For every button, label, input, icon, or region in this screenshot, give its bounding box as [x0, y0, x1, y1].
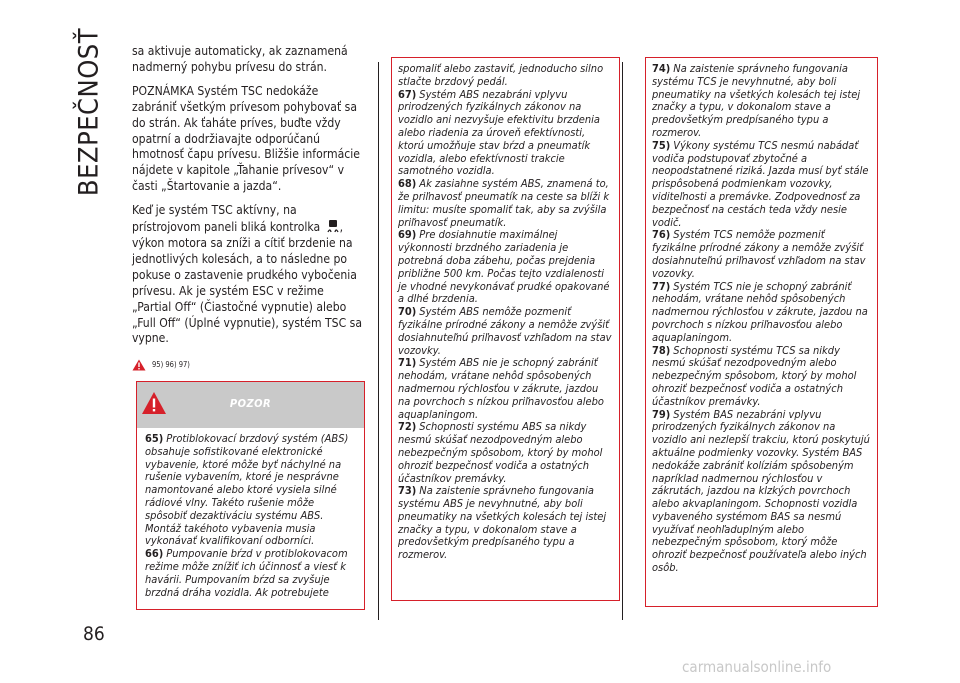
column-divider	[378, 62, 379, 620]
item-text: Systém BAS nezabráni vplyvu prirodzených fyzikálnych zákonov na vozidlo ani nezlepší trakciu, ktorú poskytujú aktuálne podmienky vozovky. Systém BAS nedokáže zabrániť kolíziám spôsobeným napríklad nadmernou rýchlosťou v zákrutách, jazdou na klzkých povrchoch alebo akvaplaningom. Schopnosti vozidla vybaveného systémom BAS sa nesmú využívať neohľaduplným alebo nebezpečným spôsobom, ktorý môže ohroziť bezpečnosť používateľa alebo iných osôb.	[652, 407, 870, 575]
warning-title: POZOR	[229, 397, 272, 410]
page-number: 86	[83, 623, 105, 645]
continuation-text: spomaliť alebo zastaviť, jednoducho silno stlačte brzdový pedál.	[398, 62, 604, 88]
warning-item	[398, 89, 613, 179]
warning-body	[137, 428, 364, 599]
item-text: Systém ABS nie je schopný zabrániť nehodám, vrátane nehôd spôsobených nadmernou rýchlosťou v zákrute, jazdou na povrchoch s nízkou priľnavosťou alebo aquaplaningom.	[398, 356, 604, 421]
item-number: 66)	[145, 547, 164, 561]
item-number: 78)	[652, 343, 671, 357]
paragraph: POZNÁMKA Systém TSC nedokáže zabrániť všetkým prívesom pohybovať sa do strán. Ak ťaháte príves, buďte vždy opatrní a dodržiavajte odporúčanú hmotnosť čapu prívesu. Bližšie informácie nájdete v kapitole „Ťahanie prívesov“ v časti „Štartovanie a jazda“.	[132, 83, 360, 194]
item-text: Výkony systému TCS nesmú nabádať vodiča podstupovať zbytočné a neopodstatnené riziká. Jazda musí byť stále prispôsobená podmienkam vozovky, viditeľnosti a premávke. Zodpovednosť za bezpečnosť na cestách teda vždy nesie vodič.	[652, 138, 869, 229]
item-text: Na zaistenie správneho fungovania systému ABS je nevyhnutné, aby boli pneumatiky na všetkých kolesách tej istej značky a typu, v dokonalom stave a predovšetkým predpísaného typu a rozmerov.	[398, 484, 607, 562]
warning-item	[652, 63, 871, 140]
warning-item	[398, 306, 613, 357]
warning-header	[137, 382, 364, 428]
traction-control-warning-icon	[326, 219, 340, 233]
item-number: 79)	[652, 407, 671, 421]
warning-item	[652, 229, 871, 280]
warning-item	[145, 433, 358, 548]
paragraph: sa aktivuje automaticky, ak zaznamená nadmerný pohybu prívesu do strán.	[132, 44, 348, 74]
section-tab	[60, 27, 118, 197]
item-text: Schopnosti systému ABS sa nikdy nesmú skúšať nezodpovedným alebo nebezpečným spôsobom, ktorý by mohol ohroziť bezpečnosť vodiča a ostatných účastníkov premávky.	[398, 420, 603, 485]
warning-item	[652, 281, 871, 345]
item-number: 65)	[145, 432, 164, 445]
warning-triangle-icon	[132, 359, 146, 371]
item-number: 76)	[652, 228, 671, 242]
item-text: Na zaistenie správneho fungovania systému TCS je nevyhnutné, aby boli pneumatiky na všetkých kolesách tej istej značky a typu, v dokonalom stave a predovšetkým predpísaného typu a rozmerov.	[652, 62, 861, 139]
warning-continuation-box	[391, 57, 620, 601]
item-number: 73)	[398, 484, 417, 498]
item-text: Pre dosiahnutie maximálnej výkonnosti brzdného zariadenia je potrebná doba zábehu, počas prejdenia približne 500 km. Počas tejto vzdialenosti je vhodné nevykonávať prudké opakované a dlhé brzdenia.	[398, 228, 610, 306]
column-1	[132, 44, 364, 373]
item-number: 71)	[398, 356, 417, 370]
item-text: Pumpovanie bŕzd v protiblokovacom režime môže znížiť ich účinnosť a viesť k havárii. Pumpovaním bŕzd sa zvyšuje brzdná dráha vozidla. Ak potrebujete	[145, 547, 348, 599]
warning-reference-numbers: 95) 96) 97)	[152, 360, 190, 370]
warning-item	[398, 357, 613, 421]
item-number: 75)	[652, 138, 671, 152]
tsc-text-after-icon: , výkon motora sa zníži a cítiť brzdenie na jednotlivých kolesách, a to následne po pokuse o zastavenie prudkého vybočenia prívesu. Ak je systém ESC v režime „Partial Off“ (Čiastočné vypnutie) alebo „Full Off“ (Úplné vypnutie), systém TSC sa vypne.	[132, 220, 362, 346]
warning-item	[652, 409, 871, 575]
item-text: Systém ABS nemôže pozmeniť fyzikálne prírodné zákony a nemôže zvýšiť dosiahnuteľnú priľnavosť vzhľadom na stav vozovky.	[398, 305, 612, 357]
column-divider	[622, 62, 623, 620]
item-text: Systém TCS nemôže pozmeniť fyzikálne prírodné zákony a nemôže zvýšiť dosiahnuteľnú priľnavosť vzhľadom na stav vozovky.	[652, 228, 866, 280]
item-number: 69)	[398, 228, 417, 242]
item-number: 74)	[652, 62, 671, 75]
watermark: carmanualsonline.info	[682, 658, 832, 676]
item-number: 67)	[398, 87, 417, 101]
item-text: Ak zasiahne systém ABS, znamená to, že priľnavosť pneumatík na ceste sa blíži k limitu: musíte spomaliť tak, aby sa zvýšila priľnavosť pneumatík.	[398, 177, 610, 229]
item-text: Systém TCS nie je schopný zabrániť nehodám, vrátane nehôd spôsobených nadmernou rýchlosťou v zákrute, jazdou na povrchoch s nízkou priľnavosťou alebo aquaplaningom.	[652, 279, 868, 344]
warning-box	[136, 381, 365, 610]
warning-item	[652, 345, 871, 409]
item-number: 70)	[398, 305, 417, 319]
item-text: Protiblokovací brzdový systém (ABS) obsahuje sofistikované elektronické vybavenie, ktoré môže byť náchylné na rušenie vybavením, ktoré je nesprávne namontované alebo ktoré vysiela silné rádiové vlny. Takéto rušenie môže spôsobiť dezaktiváciu systému ABS. Montáž takéhoto vybavenia musia vykonávať kvalifikovaní odborníci.	[145, 432, 349, 548]
warning-item	[145, 548, 358, 599]
item-number: 77)	[652, 279, 671, 293]
warning-continuation-box	[645, 57, 878, 607]
warning-item	[398, 421, 613, 485]
item-number: 68)	[398, 177, 417, 191]
warning-item	[398, 229, 613, 306]
tsc-paragraph	[132, 203, 364, 347]
item-number: 72)	[398, 420, 417, 434]
tsc-text-before-icon: Keď je systém TSC aktívny, na prístrojovom paneli bliká kontrolka	[132, 203, 321, 235]
section-title: BEZPEČNOSŤ	[73, 27, 105, 197]
warning-item	[398, 485, 613, 562]
warning-item	[652, 140, 871, 230]
item-text: Schopnosti systému TCS sa nikdy nesmú skúšať nezodpovedným alebo nebezpečným spôsobom, ktorý by mohol ohroziť bezpečnosť vodiča a ostatných účastníkov premávky.	[652, 343, 857, 408]
warning-item	[398, 178, 613, 229]
item-text: Systém ABS nezabráni vplyvu prirodzených fyzikálnych zákonov na vozidlo ani nezvyšuje efektivitu brzdenia alebo riadenia za úroveň efektívnosti, ktorú umožňuje stav bŕzd a pneumatík vozidla, alebo efektívnosti trakcie samotného vozidla.	[398, 87, 600, 178]
warning-references	[132, 357, 364, 373]
